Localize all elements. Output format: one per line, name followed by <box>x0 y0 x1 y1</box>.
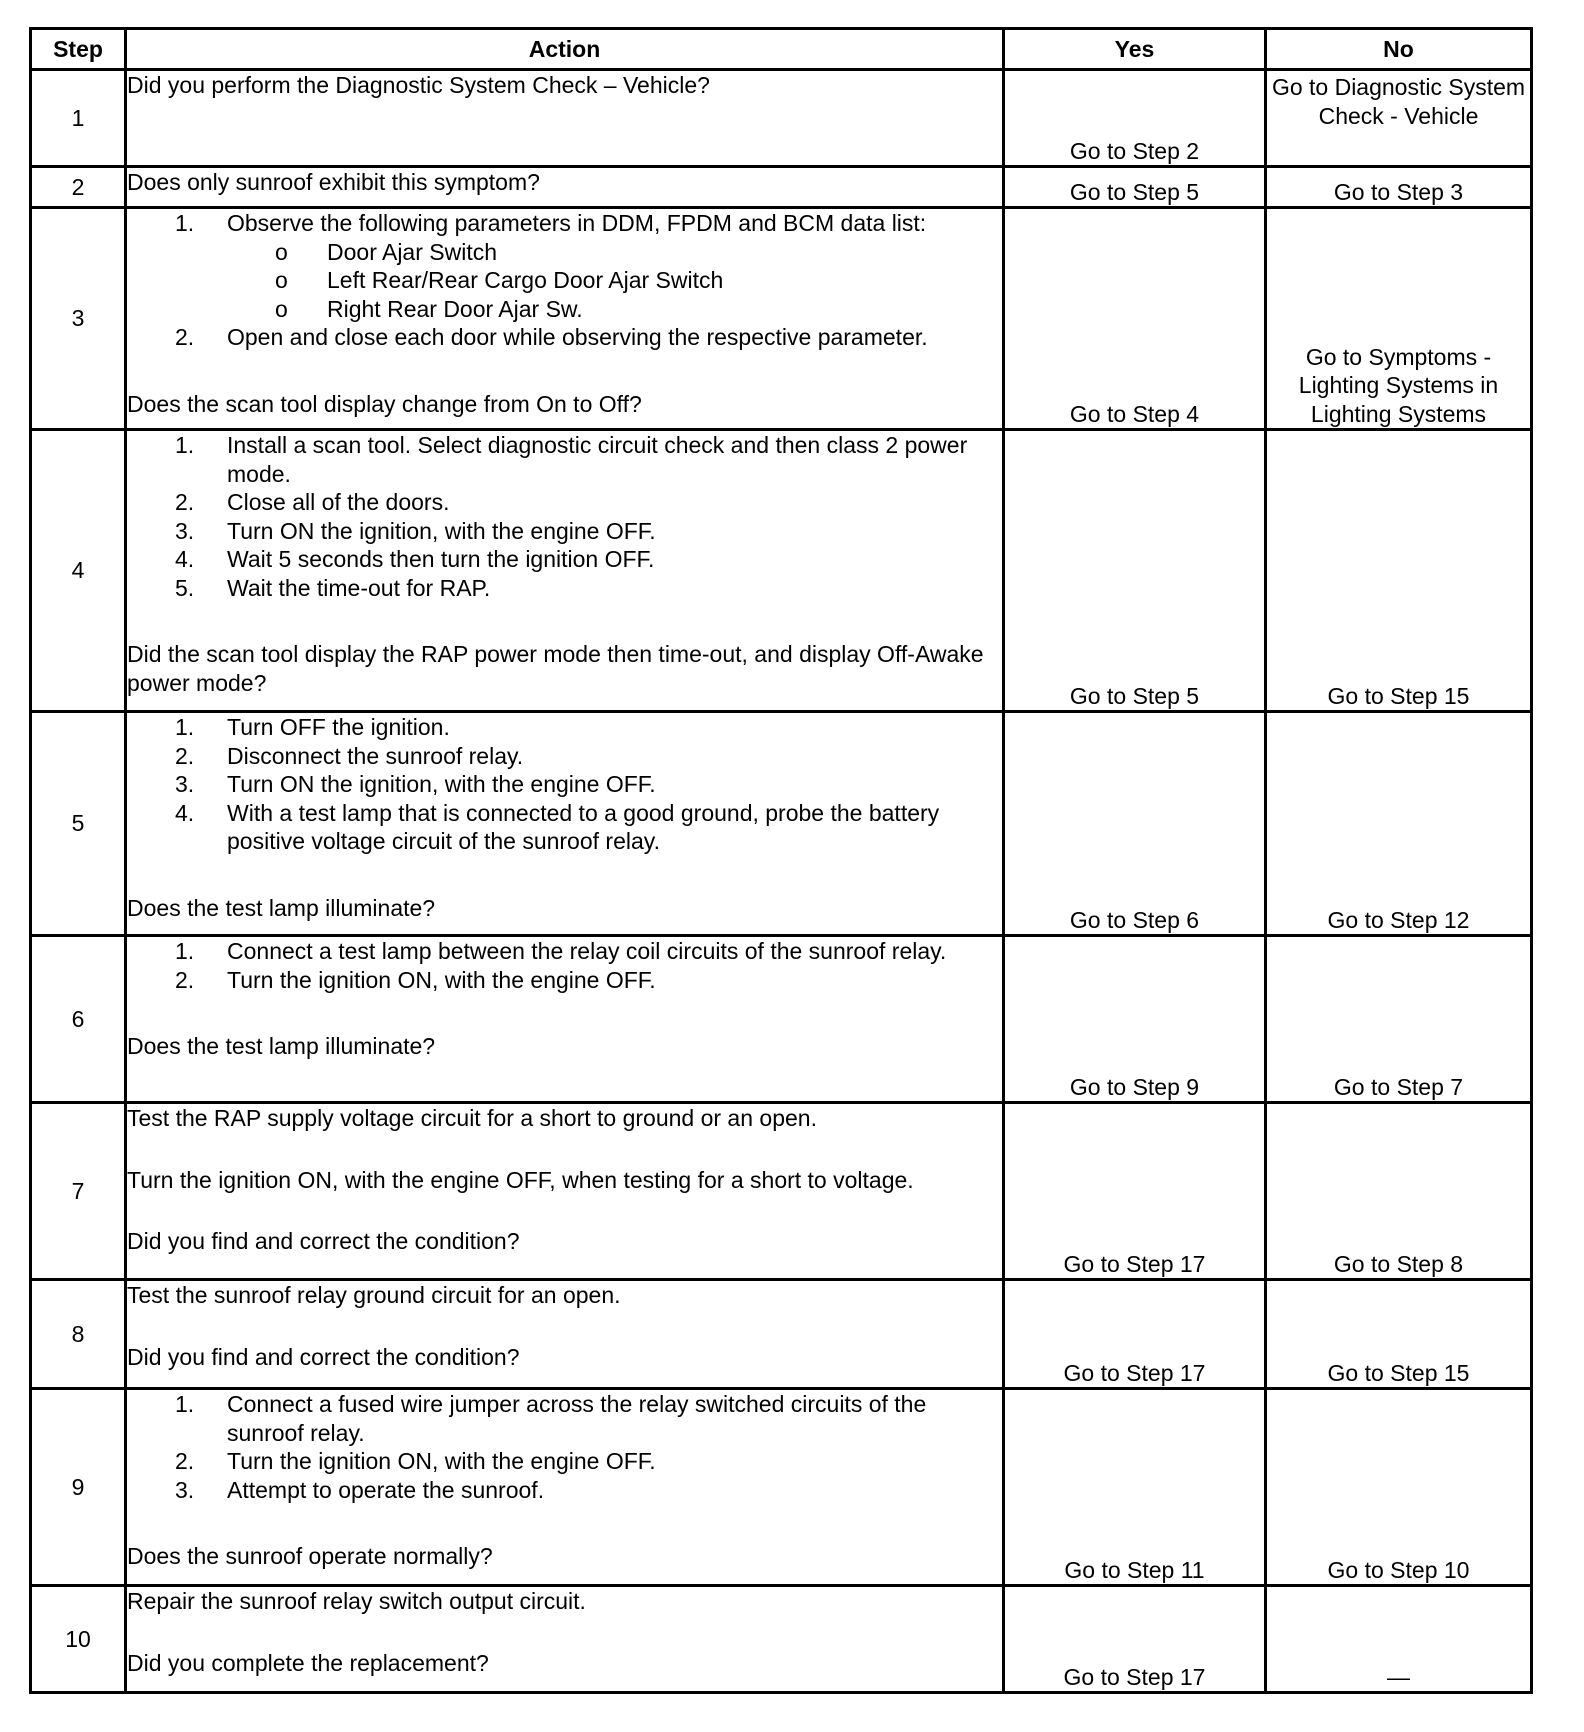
diagnostic-table <box>29 27 1533 1694</box>
action-question: Did you find and correct the condition? <box>127 1228 520 1254</box>
action-step <box>127 574 1002 603</box>
action-steps <box>127 713 1002 856</box>
step-index: 1. <box>175 714 195 740</box>
step-text: Turn the ignition ON, with the engine OFF. <box>227 966 656 993</box>
action-step <box>127 799 1002 856</box>
step-index: 2. <box>175 742 195 769</box>
yes-cell: Go to Step 17 <box>1004 1586 1266 1693</box>
step-text: Connect a fused wire jumper across the relay switched circuits of the sunroof relay. <box>227 1391 927 1446</box>
step-text: Turn ON the ignition, with the engine OFF. <box>227 517 656 544</box>
action-steps <box>127 937 1002 994</box>
action-question: Does the sunroof operate normally? <box>127 1543 493 1569</box>
table-row <box>31 712 1532 936</box>
step-number: 4 <box>31 430 126 712</box>
step-text: Wait the time-out for RAP. <box>227 574 491 601</box>
action-cell <box>126 70 1004 167</box>
header-yes: Yes <box>1004 29 1266 70</box>
action-cell <box>126 936 1004 1103</box>
action-steps <box>127 209 1002 352</box>
action-question: Did you complete the replacement? <box>127 1649 489 1676</box>
no-cell: — <box>1266 1586 1532 1693</box>
step-index: 1. <box>175 432 195 458</box>
yes-cell: Go to Step 17 <box>1004 1103 1266 1280</box>
step-text: Install a scan tool. Select diagnostic circuit check and then class 2 power mode. <box>227 432 968 487</box>
step-text: Close all of the doors. <box>227 489 450 515</box>
step-number: 8 <box>31 1280 126 1389</box>
step-index: 3. <box>175 1476 195 1503</box>
step-text: Attempt to operate the sunroof. <box>227 1476 545 1503</box>
parameter-item <box>227 238 1002 267</box>
header-action: Action <box>126 29 1004 70</box>
yes-cell: Go to Step 4 <box>1004 208 1266 430</box>
action-question: Did you perform the Diagnostic System Check – Vehicle? <box>127 72 710 98</box>
step-index: 4. <box>175 546 195 572</box>
action-step <box>127 517 1002 546</box>
no-cell: Go to Step 3 <box>1266 167 1532 208</box>
step-text: Turn the ignition ON, with the engine OFF. <box>227 1448 656 1474</box>
action-step <box>127 1390 1002 1447</box>
yes-cell: Go to Step 2 <box>1004 70 1266 167</box>
bullet: o <box>275 238 288 265</box>
yes-cell: Go to Step 6 <box>1004 712 1266 936</box>
parameter-item <box>227 266 1002 295</box>
table-row <box>31 70 1532 167</box>
header-row <box>31 29 1532 70</box>
step-text: Turn ON the ignition, with the engine OFF. <box>227 771 656 797</box>
action-step <box>127 431 1002 488</box>
step-text: Observe the following parameters in DDM, FPDM and BCM data list: <box>227 210 927 236</box>
parameter-text: Right Rear Door Ajar Sw. <box>327 295 583 322</box>
table-row <box>31 430 1532 712</box>
no-cell: Go to Symptoms - Lighting Systems in Lighting Systems <box>1266 208 1532 430</box>
step-number: 5 <box>31 712 126 936</box>
step-index: 1. <box>175 210 195 236</box>
table-row <box>31 936 1532 1103</box>
parameter-list <box>227 238 1002 324</box>
step-number: 7 <box>31 1103 126 1280</box>
step-number: 3 <box>31 208 126 430</box>
yes-cell: Go to Step 5 <box>1004 430 1266 712</box>
step-index: 2. <box>175 1448 195 1474</box>
no-cell: Go to Step 10 <box>1266 1389 1532 1586</box>
yes-cell: Go to Step 9 <box>1004 936 1266 1103</box>
action-cell <box>126 1586 1004 1693</box>
step-number: 10 <box>31 1586 126 1693</box>
action-instruction: Turn the ignition ON, with the engine OFF, when testing for a short to voltage. <box>127 1166 914 1193</box>
step-number: 1 <box>31 70 126 167</box>
step-index: 2. <box>175 489 195 515</box>
action-step <box>127 1476 1002 1505</box>
action-question: Did you find and correct the condition? <box>127 1343 520 1370</box>
step-index: 2. <box>175 966 195 993</box>
action-cell <box>126 1103 1004 1280</box>
action-step <box>127 742 1002 771</box>
table-row <box>31 208 1532 430</box>
action-instruction: Test the sunroof relay ground circuit for an open. <box>127 1282 621 1308</box>
action-instruction: Repair the sunroof relay switch output circuit. <box>127 1588 586 1614</box>
step-text: Wait 5 seconds then turn the ignition OFF. <box>227 546 655 572</box>
step-index: 4. <box>175 799 195 826</box>
action-cell <box>126 712 1004 936</box>
bullet: o <box>275 267 288 293</box>
action-question: Did the scan tool display the RAP power mode then time-out, and display Off-Awake power mode? <box>127 641 984 696</box>
bullet: o <box>275 295 288 322</box>
action-step <box>127 209 1002 323</box>
step-index: 3. <box>175 517 195 544</box>
action-question: Does only sunroof exhibit this symptom? <box>127 169 540 195</box>
no-cell: Go to Step 15 <box>1266 430 1532 712</box>
step-number: 9 <box>31 1389 126 1586</box>
action-cell <box>126 1389 1004 1586</box>
action-steps <box>127 431 1002 602</box>
action-step <box>127 545 1002 574</box>
action-question: Does the scan tool display change from On to Off? <box>127 390 642 417</box>
step-text: With a test lamp that is connected to a good ground, probe the battery positive voltage circuit of the sunroof relay. <box>227 799 940 854</box>
header-no: No <box>1266 29 1532 70</box>
action-cell <box>126 1280 1004 1389</box>
yes-cell: Go to Step 11 <box>1004 1389 1266 1586</box>
table-row <box>31 1280 1532 1389</box>
action-instruction: Test the RAP supply voltage circuit for a short to ground or an open. <box>127 1105 817 1131</box>
parameter-text: Left Rear/Rear Cargo Door Ajar Switch <box>327 267 724 293</box>
action-step <box>127 1447 1002 1476</box>
step-text: Open and close each door while observing the respective parameter. <box>227 324 928 350</box>
no-cell: Go to Step 7 <box>1266 936 1532 1103</box>
action-step <box>127 937 1002 966</box>
step-index: 3. <box>175 771 195 797</box>
action-step <box>127 323 1002 352</box>
step-number: 2 <box>31 167 126 208</box>
action-cell <box>126 167 1004 208</box>
table-row <box>31 1103 1532 1280</box>
yes-cell: Go to Step 17 <box>1004 1280 1266 1389</box>
action-step <box>127 770 1002 799</box>
action-step <box>127 713 1002 742</box>
step-index: 5. <box>175 574 195 601</box>
action-cell <box>126 208 1004 430</box>
yes-cell: Go to Step 5 <box>1004 167 1266 208</box>
table-row <box>31 1389 1532 1586</box>
no-cell: Go to Diagnostic System Check - Vehicle <box>1266 70 1532 167</box>
action-cell <box>126 430 1004 712</box>
action-steps <box>127 1390 1002 1504</box>
no-cell: Go to Step 12 <box>1266 712 1532 936</box>
parameter-text: Door Ajar Switch <box>327 238 498 265</box>
step-text: Turn OFF the ignition. <box>227 714 450 740</box>
no-cell: Go to Step 8 <box>1266 1103 1532 1280</box>
action-step <box>127 966 1002 995</box>
step-index: 1. <box>175 938 195 964</box>
step-index: 1. <box>175 1391 195 1417</box>
header-step: Step <box>31 29 126 70</box>
action-step <box>127 488 1002 517</box>
table-row <box>31 167 1532 208</box>
parameter-item <box>227 295 1002 324</box>
action-question: Does the test lamp illuminate? <box>127 1033 436 1059</box>
step-text: Disconnect the sunroof relay. <box>227 742 524 769</box>
action-question: Does the test lamp illuminate? <box>127 894 436 921</box>
table-row <box>31 1586 1532 1693</box>
no-cell: Go to Step 15 <box>1266 1280 1532 1389</box>
step-text: Connect a test lamp between the relay coil circuits of the sunroof relay. <box>227 938 947 964</box>
step-number: 6 <box>31 936 126 1103</box>
step-index: 2. <box>175 324 195 350</box>
